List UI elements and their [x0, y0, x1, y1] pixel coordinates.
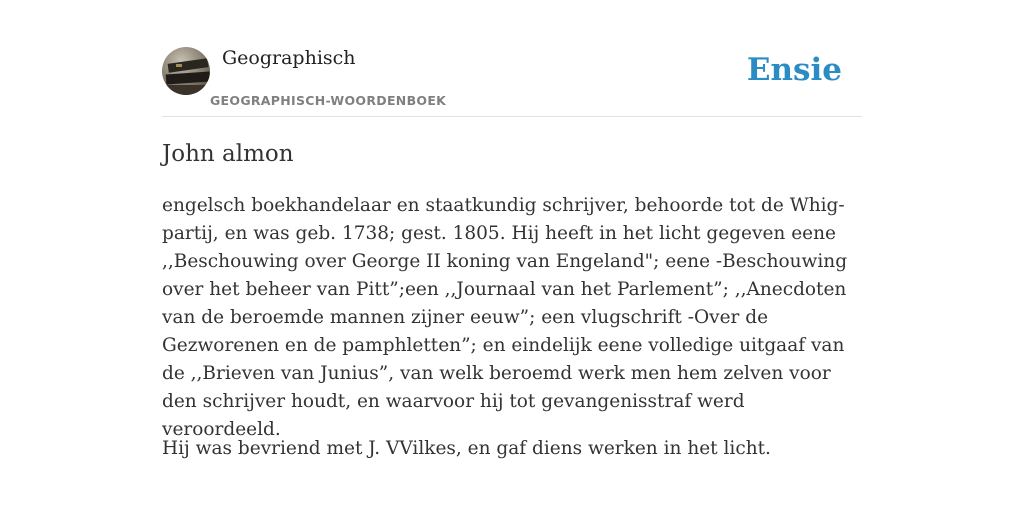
book-label-icon	[176, 64, 182, 67]
avatar[interactable]	[162, 47, 210, 95]
page	[162, 0, 862, 459]
article-paragraph: Hij was bevriend met J. VVilkes, en gaf diens werken in het licht.	[162, 438, 771, 459]
page-title: John almon	[162, 141, 294, 167]
site-subtitle[interactable]: GEOGRAPHISCH-WOORDENBOEK	[210, 93, 447, 108]
header	[162, 0, 862, 117]
book-icon	[168, 58, 209, 72]
brand-logo[interactable]: Ensie	[746, 52, 842, 88]
book-icon	[166, 71, 210, 84]
article-paragraph: engelsch boekhandelaar en staatkundig schrijver, behoorde tot de Whig-partij, en was geb. 1738; gest. 1805. Hij heeft in het licht gegeven eene ,,Beschouwing over George II koning van Engeland"; eene -Beschouwing over het beheer van Pitt”;een ,,Journaal van het Parlement”; ,,Anecdoten van de beroemde mannen zijner eeuw”; een vlugschrift -Over de Gezworenen en de pamphletten”; en eindelijk eene volledige uitgaaf van de ,,Brieven van Junius”, van welk beroemd werk men hem zelven voor den schrijver houdt, en waarvoor hij tot gevangenisstraf werd veroordeeld.	[162, 195, 848, 440]
book-icon	[164, 85, 210, 95]
site-title[interactable]: Geographisch	[222, 47, 356, 69]
